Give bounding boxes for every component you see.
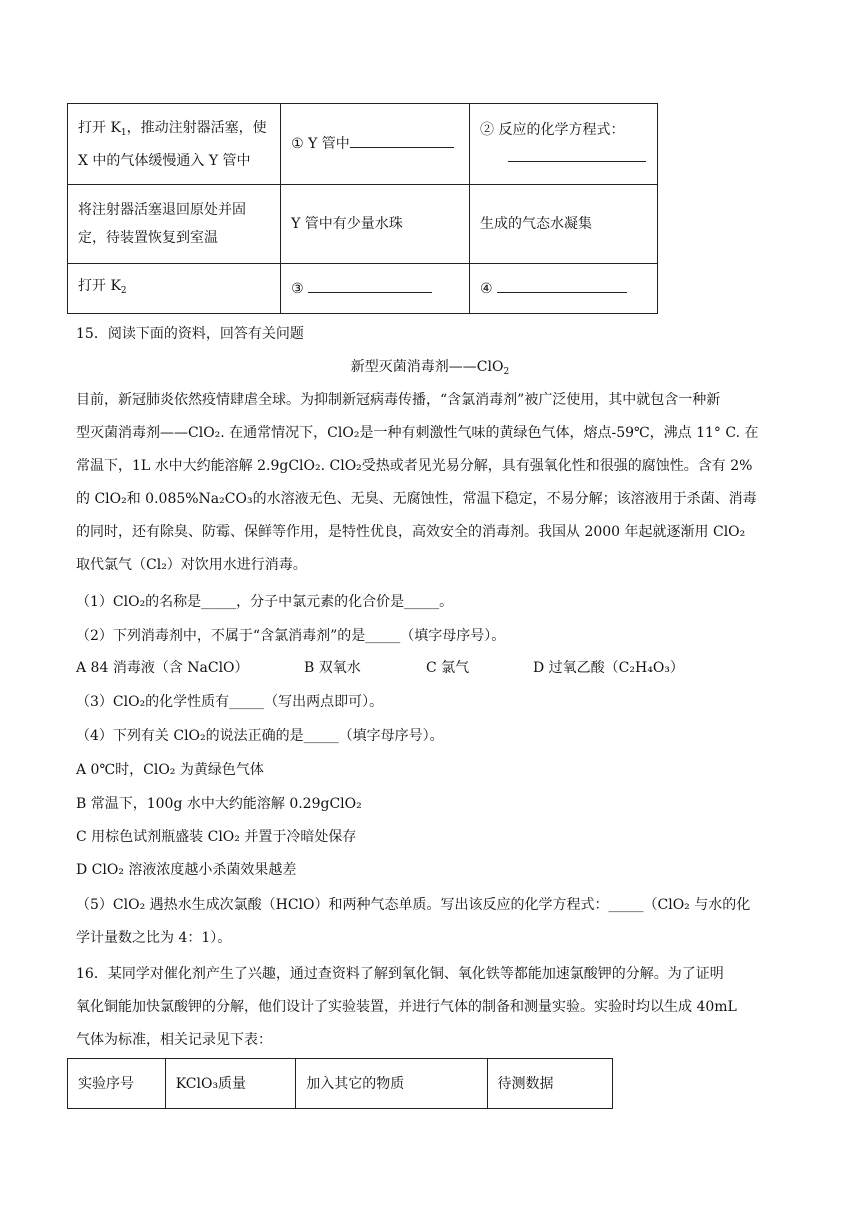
experiment-table: [67, 103, 658, 314]
cell-text: ① Y 管中: [291, 136, 350, 152]
cell-text: 将注射器活塞退回原处并固: [78, 202, 246, 218]
answer-blank[interactable]: [350, 133, 454, 148]
article-line: 的 ClO₂和 0.085%Na₂CO₃的水溶液无色、无臭、无腐蚀性，常温下稳定，不易分解；该溶液用于杀菌、消毒: [76, 491, 757, 507]
table-cell: [68, 185, 281, 264]
option-a: A 84 消毒液（含 NaClO）: [76, 660, 249, 676]
sub-question-3: （3）ClO₂的化学性质有_____（写出两点即可）。: [76, 694, 384, 710]
title-text: 新型灭菌消毒剂——ClO: [350, 359, 504, 375]
answer-blank[interactable]: [308, 278, 432, 293]
table-cell: [470, 185, 658, 264]
cell-text: 生成的气态水凝集: [480, 216, 593, 232]
cell-text: Y 管中有少量水珠: [291, 216, 403, 232]
cell-text: 打开 K: [78, 278, 121, 294]
article-line: 目前，新冠肺炎依然疫情肆虐全球。为抑制新冠病毒传播，“含氯消毒剂”被广泛使用，其中就包含一种新: [76, 392, 721, 408]
option-a: A 0℃时，ClO₂ 为黄绿色气体: [76, 762, 264, 778]
option-c: C 氯气: [426, 660, 470, 676]
cell-text: ③: [291, 280, 304, 297]
table-header: 加入其它的物质: [296, 1059, 487, 1109]
table-row: [68, 104, 658, 185]
cell-sub: 2: [120, 286, 127, 296]
cell-text: ④: [480, 280, 493, 297]
table-cell: [68, 104, 281, 185]
cell-text: 定，待装置恢复到室温: [78, 230, 218, 246]
article-line: 的同时，还有除臭、防霉、保鲜等作用，是特性优良，高效安全的消毒剂。我国从 2000 年起就逐渐用 ClO₂: [76, 524, 746, 540]
cell-text: ，推动注射器活塞，使: [126, 119, 267, 136]
table-header: KClO₃质量: [165, 1059, 296, 1109]
answer-blank[interactable]: [508, 147, 646, 162]
option-b: B 双氧水: [304, 660, 361, 676]
article-line: 型灭菌消毒剂——ClO₂. 在通常情况下，ClO₂是一种有刺激性气味的黄绿色气体，熔点-59℃，沸点 11° C. 在: [76, 425, 759, 441]
sub-question-2: （2）下列消毒剂中，不属于“含氯消毒剂”的是_____（填字母序号）。: [76, 628, 506, 644]
table-cell: [68, 264, 281, 314]
article-line: 常温下，1L 水中大约能溶解 2.9gClO₂. ClO₂受热或者见光易分解，具有强氧化性和很强的腐蚀性。含有 2%: [76, 458, 753, 474]
option-c: C 用棕色试剂瓶盛装 ClO₂ 并置于冷暗处保存: [76, 829, 357, 845]
option-d: D ClO₂ 溶液浓度越小杀菌效果越差: [76, 862, 297, 878]
question-16-line: 氧化铜能加快氯酸钾的分解，他们设计了实验装置，并进行气体的制备和测量实验。实验时均以生成 40mL: [76, 999, 737, 1015]
option-d: D 过氧乙酸（C₂H₄O₃）: [533, 660, 684, 676]
table-header: 待测数据: [487, 1059, 612, 1109]
sub-question-5: （5）ClO₂ 遇热水生成次氯酸（HClO）和两种气态单质。写出该反应的化学方程式：_____（ClO₂ 与水的化: [76, 897, 751, 913]
table-cell: [281, 104, 470, 185]
sub-question-5-cont: 学计量数之比为 4：1）。: [76, 930, 232, 946]
question-16-line: 气体为标准，相关记录见下表：: [76, 1032, 272, 1048]
table-row: [68, 185, 658, 264]
table-header: 实验序号: [68, 1059, 166, 1109]
answer-blank[interactable]: [497, 278, 627, 293]
article-title: [0, 357, 860, 382]
question-15-heading: 15．阅读下面的资料，回答有关问题: [76, 326, 304, 342]
table-cell: [281, 185, 470, 264]
record-table: [67, 1058, 613, 1109]
table-cell: [470, 264, 658, 314]
cell-sub: 1: [120, 127, 127, 138]
table-cell: [470, 104, 658, 185]
title-sub: 2: [503, 367, 510, 377]
sub-question-4: （4）下列有关 ClO₂的说法正确的是_____（填字母序号）。: [76, 728, 444, 744]
sub-question-1: （1）ClO₂的名称是_____，分子中氯元素的化合价是_____。: [76, 594, 454, 610]
question-16-line: 16．某同学对催化剂产生了兴趣，通过查资料了解到氧化铜、氧化铁等都能加速氯酸钾的分解。为了证明: [76, 966, 724, 982]
table-cell: [281, 264, 470, 314]
cell-text: ② 反应的化学方程式：: [480, 122, 625, 138]
article-line: 取代氯气（Cl₂）对饮用水进行消毒。: [76, 557, 307, 573]
cell-text: X 中的气体缓慢通入 Y 管中: [78, 152, 251, 169]
table-row: [68, 264, 658, 314]
table-header-row: [68, 1059, 613, 1109]
option-b: B 常温下，100g 水中大约能溶解 0.29gClO₂: [76, 796, 362, 812]
cell-text: 打开 K: [78, 119, 121, 136]
